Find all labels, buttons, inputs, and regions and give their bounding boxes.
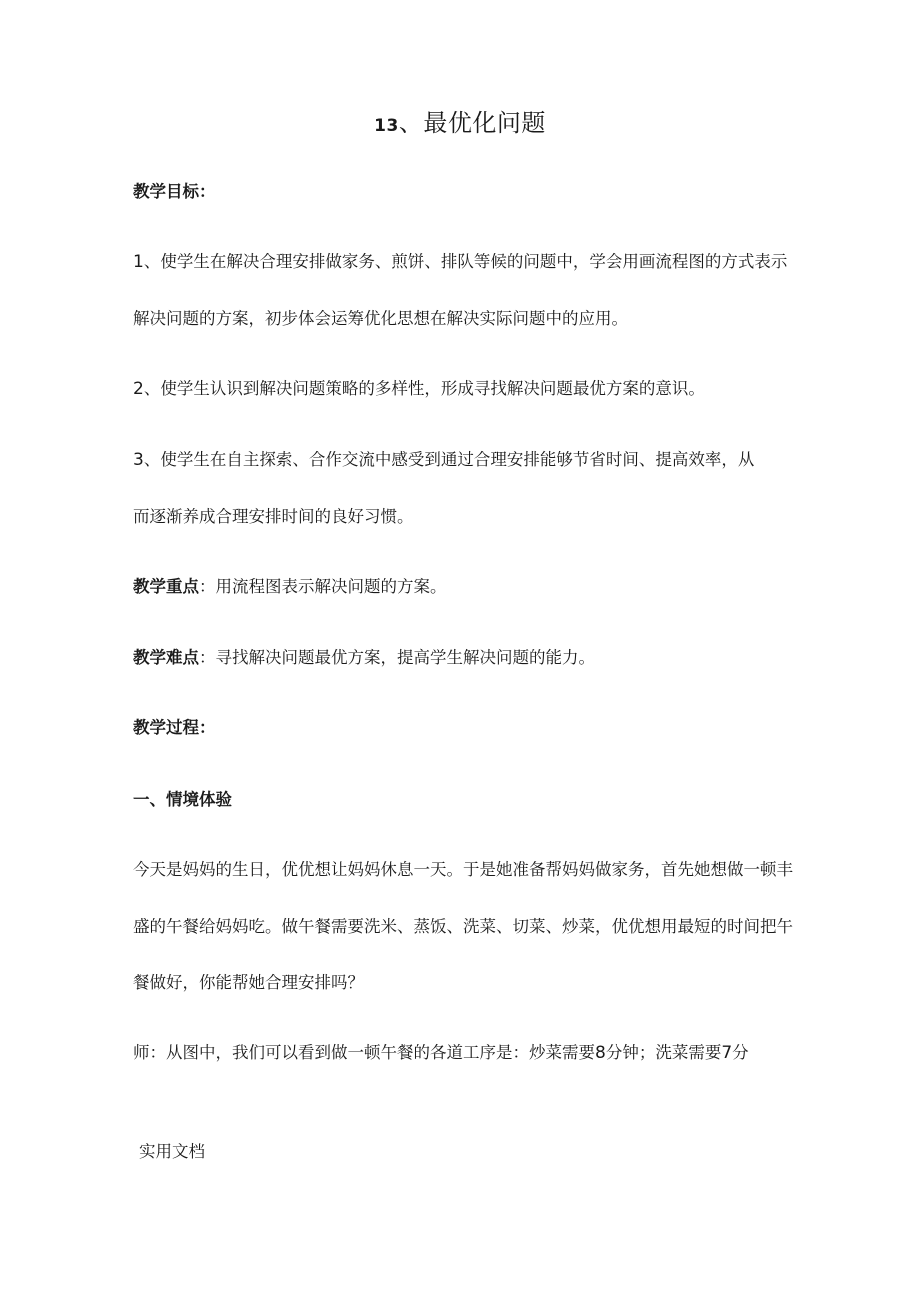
teacher-text-b: 分钟；洗菜需要 [605,1043,722,1062]
objective-3-line-1 [133,448,754,472]
difficulty-label: 教学难点 [133,648,199,667]
page-title [0,106,920,143]
teacher-number-b: 7 [721,1043,733,1063]
title-number: 13 [374,116,399,136]
key-point-text: ：用流程图表示解决问题的方案。 [199,577,447,596]
teacher-text-a: 师：从图中，我们可以看到做一顿午餐的各道工序是：炒菜需要 [133,1043,595,1062]
objective-1-text-1: 、使学生在解决合理安排做家务、煎饼、排队等候的问题中，学会用画流程图的方式表示 [143,252,788,271]
objective-2-number: 2 [133,379,144,399]
teacher-text-c: 分 [732,1043,749,1062]
teacher-number-a: 8 [595,1043,606,1063]
objective-3-number: 3 [133,450,144,470]
key-point-label: 教学重点 [133,577,199,596]
difficulty-text: ：寻找解决问题最优方案，提高学生解决问题的能力。 [199,648,595,667]
objective-2-text-1: 、使学生认识到解决问题策略的多样性，形成寻找解决问题最优方案的意识。 [143,379,705,398]
footer-label: 实用文档 [139,1142,205,1161]
objective-1-number: 1 [133,252,144,272]
story-line-1: 今天是妈妈的生日，优优想让妈妈休息一天。于是她准备帮妈妈做家务，首先她想做一顿丰 [133,860,793,879]
process-heading: 教学过程： [133,718,216,737]
objective-1-line-2: 解决问题的方案，初步体会运筹优化思想在解决实际问题中的应用。 [133,309,628,328]
objective-2-line-1 [133,377,705,401]
objective-3-text-1: 、使学生在自主探索、合作交流中感受到通过合理安排能够节省时间、提高效率，从 [143,450,755,469]
title-text: 、最优化问题 [398,109,546,137]
section-1-heading: 一、情境体验 [133,790,232,809]
difficulty-point [133,646,595,670]
objectives-heading: 教学目标： [133,182,216,201]
key-point [133,575,447,599]
story-line-2: 盛的午餐给妈妈吃。做午餐需要洗米、蒸饭、洗菜、切菜、炒菜，优优想用最短的时间把午 [133,917,793,936]
story-line-3: 餐做好，你能帮她合理安排吗？ [133,973,364,992]
objective-1-line-1 [133,250,787,274]
objective-3-line-2: 而逐渐养成合理安排时间的良好习惯。 [133,507,414,526]
teacher-line [133,1041,749,1065]
